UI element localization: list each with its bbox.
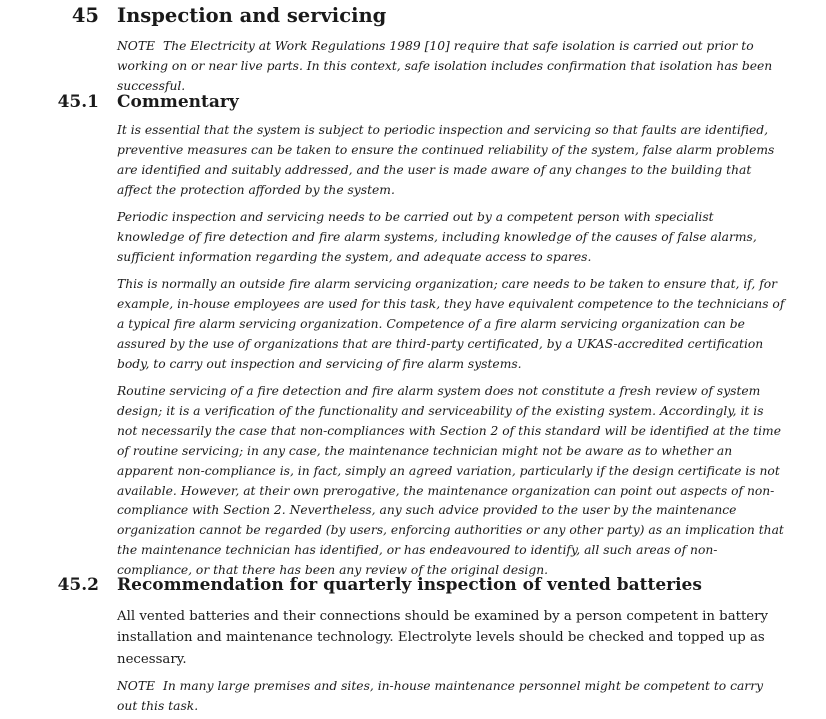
note-text: The Electricity at Work Regulations 1989 [10] require that safe isolation is carried out prior to working on or near live parts. In this context, safe isolation includes confirmation that isolation has been successful. [117,39,773,93]
section-number: 45 [71,4,99,27]
commentary-paragraph [117,208,785,268]
recommendation-heading [0,575,702,595]
note-label: NOTE [117,679,156,693]
section-heading [0,4,386,27]
note-text: In many large premises and sites, in-house maintenance personnel might be competent to carry out this task. [117,679,764,713]
section-note [117,37,785,97]
paragraph-text: All vented batteries and their connections should be examined by a person competent in battery installation and maintenance technology. Electrolyte levels should be checked and topped up as necessary. [117,609,769,667]
commentary-title: Commentary [117,92,239,112]
paragraph-text: Routine servicing of a fire detection and fire alarm system does not constitute a fresh review of system design; it is a verification of the functionality and serviceability of the existing system. Accordingly, it is not necessarily the case that non-compliances with Section 2 of this standard will be identified at the time of routine servicing; in any case, the maintenance technician might not be aware as to whether an apparent non-compliance is, in fact, simply an agreed variation, particularly if the design certificate is not available. However, at their own prerogative, the maintenance organization can point out aspects of non-compliance with Section 2. Nevertheless, any such advice provided to the user by the maintenance organization cannot be regarded (by users, enforcing authorities or any other party) as an implication that the maintenance technician has identified, or has endeavoured to identify, all such areas of non-compliance, or that there has been any review of the original design. [117,384,784,578]
recommendation-title: Recommendation for quarterly inspection of vented batteries [117,575,702,595]
paragraph-text: It is essential that the system is subject to periodic inspection and servicing so that faults are identified, preventive measures can be taken to ensure the continued reliability of the system, false alarm problems are identified and suitably addressed, and the user is made aware of any changes to the building that affect the protection afforded by the system. [117,123,775,197]
paragraph-text: Periodic inspection and servicing needs to be carried out by a competent person with specialist knowledge of fire detection and fire alarm systems, including knowledge of the causes of false alarms, sufficient information regarding the system, and adequate access to spares. [117,210,757,264]
commentary-heading [0,92,239,112]
recommendation-note [117,677,785,717]
commentary-paragraph [117,275,785,375]
commentary-paragraph [117,121,785,201]
section-title: Inspection and servicing [117,4,387,27]
note-label: NOTE [117,39,156,53]
recommendation-body [117,606,785,670]
recommendation-number: 45.2 [57,575,99,595]
commentary-number: 45.1 [57,92,99,112]
paragraph-text: This is normally an outside fire alarm servicing organization; care needs to be taken to ensure that, if, for example, in-house employees are used for this task, they have equivalent competence to the technicians of a typical fire alarm servicing organization. Competence of a fire alarm servicing organization can be assured by the use of organizations that are third-party certificated, by a UKAS-accredited certification body, to carry out inspection and servicing of fire alarm systems. [117,277,785,371]
commentary-paragraph [117,382,785,581]
